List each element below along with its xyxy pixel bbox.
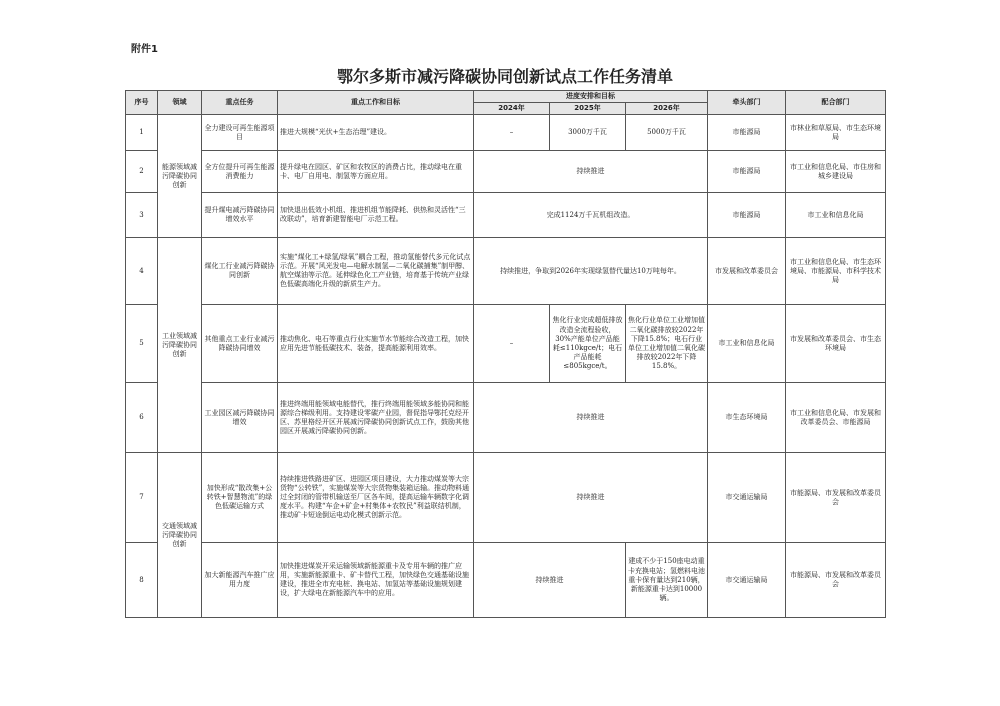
row-task: 提升煤电减污降碳协同增效水平: [202, 193, 278, 238]
table-row: [126, 453, 886, 543]
row-coop: 市工业和信息化局、市生态环境局、市能源局、市科学技术局: [786, 238, 886, 305]
row-work: 推动焦化、电石等重点行业实施节水节能综合改造工程，加快应用先进节能低碳技术、装备，提高能源利用效率。: [278, 305, 474, 383]
header-no: 序号: [126, 91, 158, 115]
row-no: 4: [126, 238, 158, 305]
row-work: 提升绿电在园区、矿区和农牧区的消费占比，推动绿电在重卡、电厂自用电、制氢等方面应用。: [278, 151, 474, 193]
row-2026: 焦化行业单位工业增加值二氧化碳排放较2022年下降15.8%；电石行业单位工业增加值二氧化碳排放较2022年下降15.8%。: [626, 305, 708, 383]
row-lead: 市能源局: [708, 151, 786, 193]
row-no: 7: [126, 453, 158, 543]
row-task: 全力建设可再生能源项目: [202, 115, 278, 151]
task-table: [125, 90, 886, 618]
row-progress-merged: 持续推进: [474, 151, 708, 193]
row-lead: 市生态环境局: [708, 383, 786, 453]
row-no: 8: [126, 543, 158, 618]
row-work: 推进大规模“光伏+生态治理”建设。: [278, 115, 474, 151]
row-lead: 市能源局: [708, 115, 786, 151]
row-work: 加快推进煤炭开采运输领域新能源重卡及专用车辆的推广应用，实施新能源重卡、矿卡替代工程，加快绿色交通基础设施建设，推进全市充电桩、换电站、加氢站等基础设施规划建设，扩大绿电在新能源汽车中的应用。: [278, 543, 474, 618]
row-coop: 市能源局、市发展和改革委员会: [786, 543, 886, 618]
row-2026: 5000万千瓦: [626, 115, 708, 151]
row-progress-merged: 完成1124万千瓦机组改造。: [474, 193, 708, 238]
header-work: 重点工作和目标: [278, 91, 474, 115]
row-task: 工业园区减污降碳协同增效: [202, 383, 278, 453]
row-2025: 焦化行业完成超低排放改造全流程验收，30%产能单位产品能耗≤110kgce/t；电石产品能耗≤805kgce/t。: [550, 305, 626, 383]
field-industry: 工业领域减污降碳协同创新: [158, 238, 202, 453]
header-progress: 进度安排和目标: [474, 91, 708, 103]
row-2025: 3000万千瓦: [550, 115, 626, 151]
row-task: 加大新能源汽车推广应用力度: [202, 543, 278, 618]
row-coop: 市工业和信息化局、市住房和城乡建设局: [786, 151, 886, 193]
row-progress-merged: 持续推进: [474, 453, 708, 543]
row-task: 煤化工行业减污降碳协同创新: [202, 238, 278, 305]
row-coop: 市工业和信息化局、市发展和改革委员会、市能源局: [786, 383, 886, 453]
row-task: 全方位提升可再生能源消费能力: [202, 151, 278, 193]
row-work: 推进终端用能领域电能替代，推行终端用能领域多能协同和能源综合梯级利用。支持建设零碳产业园，督促指导鄂托克经开区、苏里格经开区开展减污降碳协同创新试点工作，鼓励其他园区开展减污降碳协同创新。: [278, 383, 474, 453]
row-no: 5: [126, 305, 158, 383]
document-title: 鄂尔多斯市减污降碳协同创新试点工作任务清单: [336, 67, 673, 86]
table-row: [126, 305, 886, 383]
table-row: [126, 383, 886, 453]
row-coop: 市能源局、市发展和改革委员会: [786, 453, 886, 543]
row-no: 2: [126, 151, 158, 193]
row-lead: 市能源局: [708, 193, 786, 238]
row-lead: 市工业和信息化局: [708, 305, 786, 383]
row-coop: 市林业和草原局、市生态环境局: [786, 115, 886, 151]
field-energy: 能源领域减污降碳协同创新: [158, 115, 202, 238]
header-2025: 2025年: [550, 103, 626, 115]
row-work: 持续推进铁路进矿区、进园区项目建设，大力推动煤炭等大宗货物“公转铁”，实施煤炭等大宗货物集装箱运输。推动物料通过全封闭的管带机输送至厂区各车间，提高运输车辆数字化调度水平。构建“车企+矿企+村集体+农牧民”利益联结机制，推动矿卡短途倒运电动化模式创新示范。: [278, 453, 474, 543]
header-task: 重点任务: [202, 91, 278, 115]
row-task: 加快形成“散改集+公转铁+智慧物流”的绿色低碳运输方式: [202, 453, 278, 543]
table-row: [126, 115, 886, 151]
row-coop: 市发展和改革委员会、市生态环境局: [786, 305, 886, 383]
header-coop: 配合部门: [786, 91, 886, 115]
row-no: 1: [126, 115, 158, 151]
header-2026: 2026年: [626, 103, 708, 115]
row-progress-merged: 持续推进，争取到2026年实现绿氢替代量达10万吨每年。: [474, 238, 708, 305]
table-row: [126, 238, 886, 305]
row-work: 加快退出低效小机组、推进机组节能降耗、供热和灵活性“三改联动”，培育新建智能电厂示范工程。: [278, 193, 474, 238]
row-lead: 市发展和改革委员会: [708, 238, 786, 305]
row-lead: 市交通运输局: [708, 543, 786, 618]
field-transport: 交通领域减污降碳协同创新: [158, 453, 202, 618]
row-coop: 市工业和信息化局: [786, 193, 886, 238]
header-2024: 2024年: [474, 103, 550, 115]
row-no: 3: [126, 193, 158, 238]
row-2024: –: [474, 115, 550, 151]
row-work: 实施“煤化工+绿氢/绿氧”耦合工程，推动氢能替代多元化试点示范。开展“风光发电—电解水制氢—二氧化碳捕集”制甲醇、航空煤油等示范。延伸绿色化工产业链，培育基于传统产业绿色低碳高端化升级的新质生产力。: [278, 238, 474, 305]
row-progress-merged: 持续推进: [474, 383, 708, 453]
header-field: 领域: [158, 91, 202, 115]
header-lead: 牵头部门: [708, 91, 786, 115]
row-lead: 市交通运输局: [708, 453, 786, 543]
row-2026: 建成不少于150座电动重卡充换电站；氢燃料电池重卡保有量达到210辆，新能源重卡达到10000辆。: [626, 543, 708, 618]
table-row: [126, 543, 886, 618]
row-task: 其他重点工业行业减污降碳协同增效: [202, 305, 278, 383]
row-progress-merged: 持续推进: [474, 543, 626, 618]
table-row: [126, 151, 886, 193]
row-no: 6: [126, 383, 158, 453]
attachment-label: 附件1: [131, 44, 158, 55]
header-row-1: [126, 91, 886, 103]
table-row: [126, 193, 886, 238]
row-2024: –: [474, 305, 550, 383]
